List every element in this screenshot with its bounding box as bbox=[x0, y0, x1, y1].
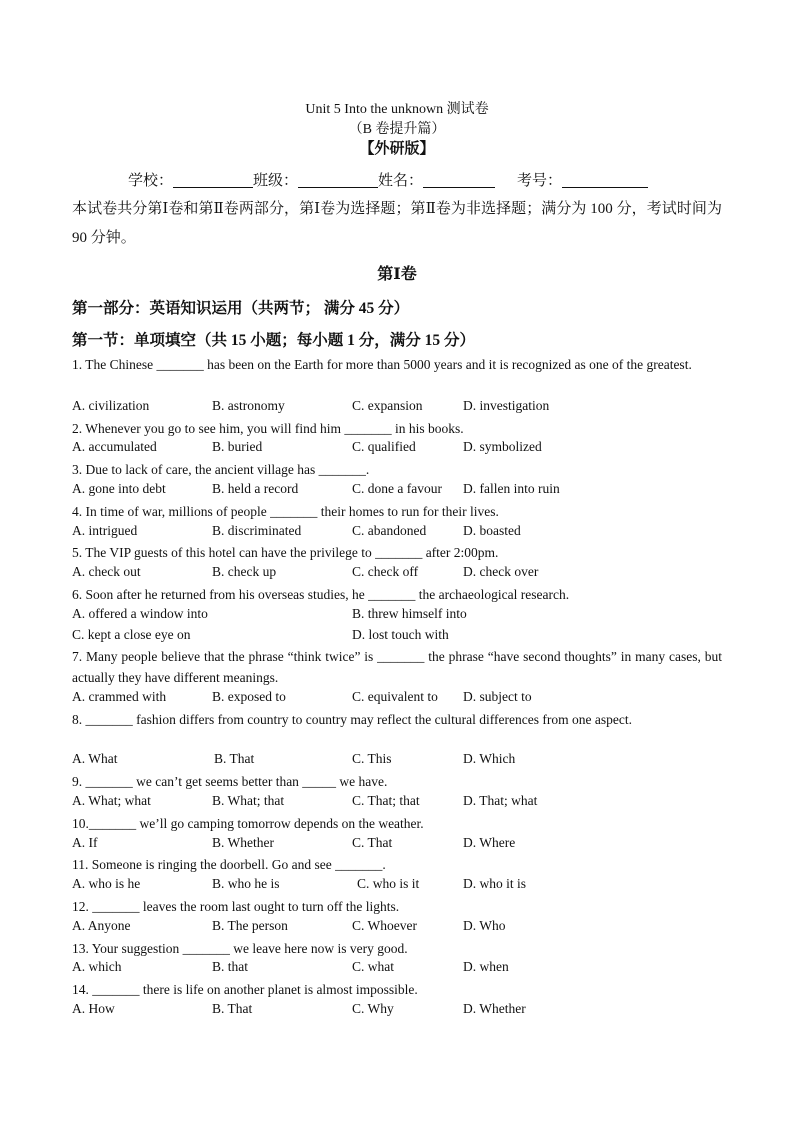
option-c[interactable]: C. This bbox=[352, 751, 392, 766]
option-b[interactable]: B. The person bbox=[212, 918, 288, 933]
question-stem: 1. The Chinese _______ has been on the Earth for more than 5000 years and it is recognized as one of the greatest. bbox=[72, 357, 692, 372]
question-stem: 5. The VIP guests of this hotel can have the privilege to _______ after 2:00pm. bbox=[72, 545, 499, 560]
option-c[interactable]: C. what bbox=[352, 959, 394, 974]
option-a[interactable]: A. accumulated bbox=[72, 439, 157, 454]
number-label: 考号： bbox=[517, 173, 563, 189]
exam-instructions: 本试卷共分第Ⅰ卷和第Ⅱ卷两部分，第Ⅰ卷为选择题；第Ⅱ卷为非选择题；满分为 100 分，考试时间为 90 分钟。 bbox=[72, 201, 722, 246]
section-heading: 第一节：单项填空（共 15 小题；每小题 1 分，满分 15 分） bbox=[72, 332, 476, 349]
question-options bbox=[72, 793, 722, 813]
question-options bbox=[72, 564, 722, 584]
option-c[interactable]: C. qualified bbox=[352, 439, 416, 454]
question-stem: 14. _______ there is life on another planet is almost impossible. bbox=[72, 982, 418, 997]
question-stem: 10._______ we’ll go camping tomorrow depends on the weather. bbox=[72, 816, 424, 831]
question-stem: 3. Due to lack of care, the ancient village has _______. bbox=[72, 462, 370, 477]
question-options bbox=[72, 1001, 722, 1021]
question-options bbox=[72, 398, 722, 418]
option-a[interactable]: A. Anyone bbox=[72, 918, 131, 933]
option-c[interactable]: C. kept a close eye on bbox=[72, 627, 191, 642]
question-options bbox=[72, 523, 722, 543]
option-d[interactable]: D. investigation bbox=[463, 398, 550, 413]
question-stem: 13. Your suggestion _______ we leave here now is very good. bbox=[72, 941, 408, 956]
option-a[interactable]: A. If bbox=[72, 835, 98, 850]
question-stem: 12. _______ leaves the room last ought to turn off the lights. bbox=[72, 899, 400, 914]
school-label: 学校： bbox=[128, 173, 174, 189]
option-b[interactable]: B. astronomy bbox=[212, 398, 285, 413]
class-label: 班级： bbox=[253, 173, 299, 189]
option-b[interactable]: B. Whether bbox=[212, 835, 274, 850]
option-d[interactable]: D. who it is bbox=[463, 876, 527, 891]
option-b[interactable]: B. held a record bbox=[212, 481, 299, 496]
page-title: Unit 5 Into the unknown 测试卷 bbox=[305, 102, 489, 117]
option-d[interactable]: D. That; what bbox=[463, 793, 538, 808]
option-b[interactable]: B. threw himself into bbox=[352, 606, 467, 621]
option-a[interactable]: A. What bbox=[72, 751, 118, 766]
option-c[interactable]: C. That; that bbox=[352, 793, 420, 808]
option-a[interactable]: A. check out bbox=[72, 564, 141, 579]
option-d[interactable]: D. Which bbox=[463, 751, 516, 766]
option-a[interactable]: A. civilization bbox=[72, 398, 150, 413]
question-stem: 2. Whenever you go to see him, you will find him _______ in his books. bbox=[72, 421, 464, 436]
option-d[interactable]: D. Where bbox=[463, 835, 516, 850]
option-c[interactable]: C. Whoever bbox=[352, 918, 417, 933]
question-options bbox=[72, 627, 722, 647]
option-c[interactable]: C. expansion bbox=[352, 398, 423, 413]
question-options bbox=[72, 876, 722, 896]
option-b[interactable]: B. that bbox=[212, 959, 248, 974]
option-c[interactable]: C. That bbox=[352, 835, 393, 850]
option-d[interactable]: D. subject to bbox=[463, 689, 532, 704]
question-options bbox=[72, 959, 722, 979]
edition-label: 【外研版】 bbox=[359, 141, 435, 157]
question-options bbox=[72, 439, 722, 459]
option-d[interactable]: D. check over bbox=[463, 564, 539, 579]
question-options bbox=[72, 481, 722, 501]
name-label: 姓名： bbox=[378, 173, 424, 189]
option-a[interactable]: A. who is he bbox=[72, 876, 141, 891]
name-blank[interactable] bbox=[423, 173, 495, 188]
question-options bbox=[72, 918, 722, 938]
option-a[interactable]: A. intrigued bbox=[72, 523, 138, 538]
option-c[interactable]: C. Why bbox=[352, 1001, 394, 1016]
option-b[interactable]: B. That bbox=[214, 751, 255, 766]
option-d[interactable]: D. when bbox=[463, 959, 509, 974]
option-b[interactable]: B. discriminated bbox=[212, 523, 302, 538]
option-d[interactable]: D. Whether bbox=[463, 1001, 526, 1016]
question-stem: 11. Someone is ringing the doorbell. Go and see _______. bbox=[72, 857, 386, 872]
option-b[interactable]: B. exposed to bbox=[212, 689, 286, 704]
school-blank[interactable] bbox=[173, 173, 253, 188]
option-b[interactable]: B. That bbox=[212, 1001, 253, 1016]
question-stem: 4. In time of war, millions of people _______ their homes to run for their lives. bbox=[72, 504, 499, 519]
part-heading: 第一部分：英语知识运用（共两节； 满分 45 分） bbox=[72, 300, 410, 317]
question-options bbox=[72, 606, 722, 626]
option-d[interactable]: D. boasted bbox=[463, 523, 521, 538]
option-a[interactable]: A. gone into debt bbox=[72, 481, 166, 496]
question-stem: 6. Soon after he returned from his overseas studies, he _______ the archaeological research. bbox=[72, 587, 570, 602]
option-d[interactable]: D. symbolized bbox=[463, 439, 542, 454]
page-subtitle: （B 卷提升篇） bbox=[348, 122, 446, 137]
option-c[interactable]: C. who is it bbox=[357, 876, 420, 891]
number-blank[interactable] bbox=[562, 173, 648, 188]
class-blank[interactable] bbox=[298, 173, 378, 188]
question-stem: 9. _______ we can’t get seems better than _____ we have. bbox=[72, 774, 388, 789]
option-a[interactable]: A. What; what bbox=[72, 793, 151, 808]
student-info-line bbox=[128, 169, 648, 190]
option-c[interactable]: C. done a favour bbox=[352, 481, 442, 496]
option-b[interactable]: B. buried bbox=[212, 439, 263, 454]
option-b[interactable]: B. check up bbox=[212, 564, 277, 579]
option-c[interactable]: C. check off bbox=[352, 564, 419, 579]
option-d[interactable]: D. Who bbox=[463, 918, 506, 933]
option-c[interactable]: C. equivalent to bbox=[352, 689, 438, 704]
option-a[interactable]: A. crammed with bbox=[72, 689, 167, 704]
option-a[interactable]: A. offered a window into bbox=[72, 606, 208, 621]
question-stem: 7. Many people believe that the phrase “think twice” is _______ the phrase “have second thoughts” in many cases, but actually they have different meanings. bbox=[72, 649, 722, 685]
question-stem: 8. _______ fashion differs from country to country may reflect the cultural differences from one aspect. bbox=[72, 712, 632, 727]
question-options bbox=[72, 835, 722, 855]
option-c[interactable]: C. abandoned bbox=[352, 523, 427, 538]
option-d[interactable]: D. fallen into ruin bbox=[463, 481, 560, 496]
question-options bbox=[72, 689, 722, 709]
option-a[interactable]: A. which bbox=[72, 959, 122, 974]
option-d[interactable]: D. lost touch with bbox=[352, 627, 449, 642]
option-a[interactable]: A. How bbox=[72, 1001, 115, 1016]
question-options bbox=[72, 751, 722, 771]
option-b[interactable]: B. What; that bbox=[212, 793, 285, 808]
volume-heading: 第Ⅰ卷 bbox=[377, 266, 417, 283]
option-b[interactable]: B. who he is bbox=[212, 876, 280, 891]
